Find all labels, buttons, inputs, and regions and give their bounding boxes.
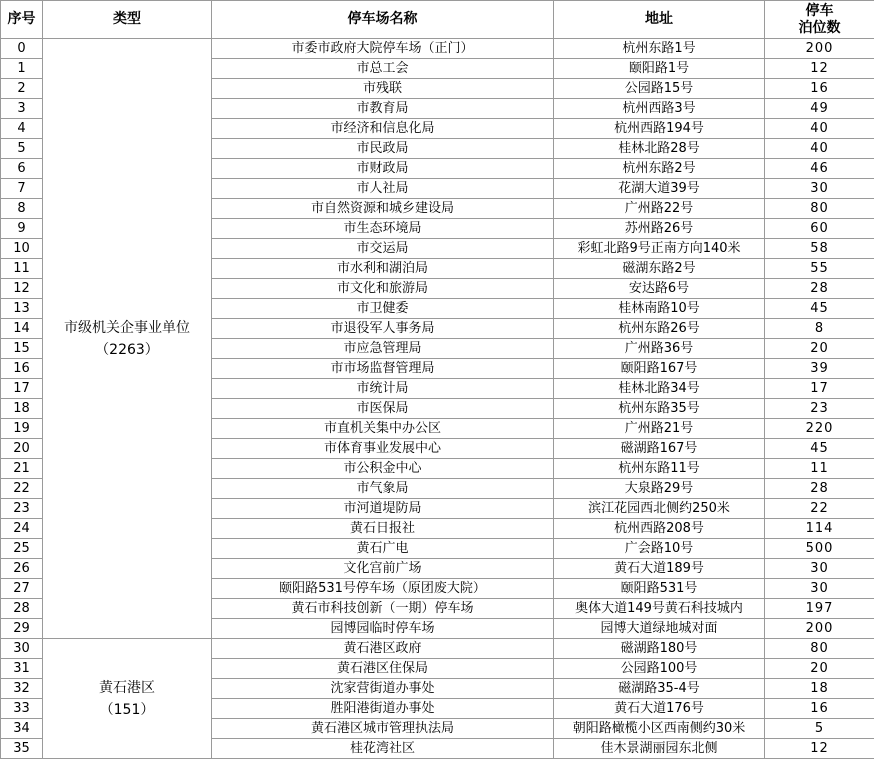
row-name: 市教育局	[212, 99, 554, 119]
row-address: 杭州东路2号	[554, 159, 765, 179]
row-name: 市委市政府大院停车场（正门）	[212, 39, 554, 59]
row-count: 28	[765, 279, 874, 299]
row-name: 市水利和湖泊局	[212, 259, 554, 279]
row-address: 磁湖路167号	[554, 439, 765, 459]
group-type-label: 黄石港区	[43, 677, 211, 699]
row-address: 桂林北路34号	[554, 379, 765, 399]
row-index: 10	[1, 239, 43, 259]
row-count: 55	[765, 259, 874, 279]
row-count: 60	[765, 219, 874, 239]
row-index: 23	[1, 499, 43, 519]
row-address: 颐阳路1号	[554, 59, 765, 79]
header-index: 序号	[1, 1, 43, 39]
row-count: 30	[765, 579, 874, 599]
row-index: 2	[1, 79, 43, 99]
row-name: 市经济和信息化局	[212, 119, 554, 139]
row-index: 33	[1, 699, 43, 719]
row-address: 桂林北路28号	[554, 139, 765, 159]
row-name: 黄石港区城市管理执法局	[212, 719, 554, 739]
row-name: 市医保局	[212, 399, 554, 419]
row-address: 大泉路29号	[554, 479, 765, 499]
row-count: 8	[765, 319, 874, 339]
row-count: 28	[765, 479, 874, 499]
row-index: 17	[1, 379, 43, 399]
row-name: 市文化和旅游局	[212, 279, 554, 299]
row-address: 磁湖路35-4号	[554, 679, 765, 699]
row-name: 文化宫前广场	[212, 559, 554, 579]
row-index: 8	[1, 199, 43, 219]
row-count: 80	[765, 639, 874, 659]
row-address: 杭州东路26号	[554, 319, 765, 339]
row-address: 花湖大道39号	[554, 179, 765, 199]
row-index: 25	[1, 539, 43, 559]
row-address: 安达路6号	[554, 279, 765, 299]
row-address: 广州路22号	[554, 199, 765, 219]
row-index: 28	[1, 599, 43, 619]
row-index: 22	[1, 479, 43, 499]
row-index: 34	[1, 719, 43, 739]
row-index: 15	[1, 339, 43, 359]
row-name: 市生态环境局	[212, 219, 554, 239]
row-index: 32	[1, 679, 43, 699]
row-address: 园博大道绿地城对面	[554, 619, 765, 639]
row-count: 40	[765, 139, 874, 159]
row-address: 桂林南路10号	[554, 299, 765, 319]
row-name: 园博园临时停车场	[212, 619, 554, 639]
row-count: 40	[765, 119, 874, 139]
row-address: 颐阳路531号	[554, 579, 765, 599]
group-total: （151）	[43, 699, 211, 721]
row-name: 市气象局	[212, 479, 554, 499]
row-count: 500	[765, 539, 874, 559]
row-address: 杭州西路194号	[554, 119, 765, 139]
group-total: （2263）	[43, 339, 211, 361]
row-address: 佳木景湖丽园东北侧	[554, 739, 765, 759]
row-index: 19	[1, 419, 43, 439]
row-count: 23	[765, 399, 874, 419]
row-address: 杭州西路208号	[554, 519, 765, 539]
table-body	[1, 39, 874, 759]
row-count: 20	[765, 339, 874, 359]
row-count: 16	[765, 699, 874, 719]
row-name: 市市场监督管理局	[212, 359, 554, 379]
row-index: 0	[1, 39, 43, 59]
row-address: 公园路100号	[554, 659, 765, 679]
row-address: 磁湖路180号	[554, 639, 765, 659]
row-name: 颐阳路531号停车场（原团废大院）	[212, 579, 554, 599]
row-count: 18	[765, 679, 874, 699]
row-name: 市体育事业发展中心	[212, 439, 554, 459]
header-name: 停车场名称	[212, 1, 554, 39]
row-name: 市退役军人事务局	[212, 319, 554, 339]
row-index: 11	[1, 259, 43, 279]
row-index: 6	[1, 159, 43, 179]
group-type-cell	[43, 39, 212, 639]
group-type-label: 市级机关企事业单位	[43, 317, 211, 339]
row-index: 16	[1, 359, 43, 379]
row-name: 市自然资源和城乡建设局	[212, 199, 554, 219]
row-index: 26	[1, 559, 43, 579]
row-name: 市残联	[212, 79, 554, 99]
row-address: 杭州东路35号	[554, 399, 765, 419]
row-index: 29	[1, 619, 43, 639]
row-index: 24	[1, 519, 43, 539]
row-index: 7	[1, 179, 43, 199]
row-count: 49	[765, 99, 874, 119]
row-count: 46	[765, 159, 874, 179]
row-index: 21	[1, 459, 43, 479]
row-index: 30	[1, 639, 43, 659]
row-name: 胜阳港街道办事处	[212, 699, 554, 719]
row-name: 市人社局	[212, 179, 554, 199]
row-name: 市应急管理局	[212, 339, 554, 359]
row-address: 滨江花园西北侧约250米	[554, 499, 765, 519]
row-address: 杭州东路11号	[554, 459, 765, 479]
row-count: 197	[765, 599, 874, 619]
row-address: 苏州路26号	[554, 219, 765, 239]
row-address: 杭州西路3号	[554, 99, 765, 119]
row-count: 12	[765, 59, 874, 79]
header-address: 地址	[554, 1, 765, 39]
group-type-cell	[43, 639, 212, 759]
row-count: 39	[765, 359, 874, 379]
row-count: 17	[765, 379, 874, 399]
row-count: 58	[765, 239, 874, 259]
row-name: 市总工会	[212, 59, 554, 79]
row-address: 黄石大道176号	[554, 699, 765, 719]
row-name: 桂花湾社区	[212, 739, 554, 759]
row-count: 5	[765, 719, 874, 739]
row-count: 80	[765, 199, 874, 219]
row-count: 16	[765, 79, 874, 99]
row-count: 11	[765, 459, 874, 479]
row-address: 杭州东路1号	[554, 39, 765, 59]
table-row	[1, 639, 874, 659]
row-index: 4	[1, 119, 43, 139]
row-address: 广州路36号	[554, 339, 765, 359]
row-name: 黄石广电	[212, 539, 554, 559]
row-address: 朝阳路橄榄小区西南侧约30米	[554, 719, 765, 739]
row-index: 20	[1, 439, 43, 459]
row-index: 1	[1, 59, 43, 79]
row-name: 市卫健委	[212, 299, 554, 319]
header-count-line2: 泊位数	[765, 20, 874, 37]
row-index: 35	[1, 739, 43, 759]
table-row	[1, 39, 874, 59]
row-count: 30	[765, 179, 874, 199]
row-count: 30	[765, 559, 874, 579]
row-count: 45	[765, 439, 874, 459]
row-index: 27	[1, 579, 43, 599]
row-name: 沈家营街道办事处	[212, 679, 554, 699]
row-name: 黄石市科技创新（一期）停车场	[212, 599, 554, 619]
row-index: 14	[1, 319, 43, 339]
row-name: 市财政局	[212, 159, 554, 179]
row-index: 12	[1, 279, 43, 299]
row-name: 市公积金中心	[212, 459, 554, 479]
row-name: 黄石港区住保局	[212, 659, 554, 679]
row-index: 31	[1, 659, 43, 679]
row-name: 市河道堤防局	[212, 499, 554, 519]
row-index: 9	[1, 219, 43, 239]
row-name: 黄石日报社	[212, 519, 554, 539]
row-count: 22	[765, 499, 874, 519]
row-name: 市直机关集中办公区	[212, 419, 554, 439]
row-index: 18	[1, 399, 43, 419]
row-index: 5	[1, 139, 43, 159]
row-count: 20	[765, 659, 874, 679]
header-count	[765, 1, 874, 39]
row-address: 广会路10号	[554, 539, 765, 559]
row-address: 广州路21号	[554, 419, 765, 439]
row-count: 114	[765, 519, 874, 539]
row-count: 200	[765, 39, 874, 59]
row-name: 市统计局	[212, 379, 554, 399]
row-count: 45	[765, 299, 874, 319]
row-address: 奥体大道149号黄石科技城内	[554, 599, 765, 619]
row-address: 彩虹北路9号正南方向140米	[554, 239, 765, 259]
header-type: 类型	[43, 1, 212, 39]
row-address: 颐阳路167号	[554, 359, 765, 379]
row-address: 黄石大道189号	[554, 559, 765, 579]
row-count: 200	[765, 619, 874, 639]
row-name: 市交运局	[212, 239, 554, 259]
header-count-line1: 停车	[765, 3, 874, 20]
row-address: 磁湖东路2号	[554, 259, 765, 279]
row-name: 市民政局	[212, 139, 554, 159]
header-row	[1, 1, 874, 39]
row-address: 公园路15号	[554, 79, 765, 99]
row-index: 13	[1, 299, 43, 319]
row-index: 3	[1, 99, 43, 119]
row-name: 黄石港区政府	[212, 639, 554, 659]
row-count: 220	[765, 419, 874, 439]
row-count: 12	[765, 739, 874, 759]
